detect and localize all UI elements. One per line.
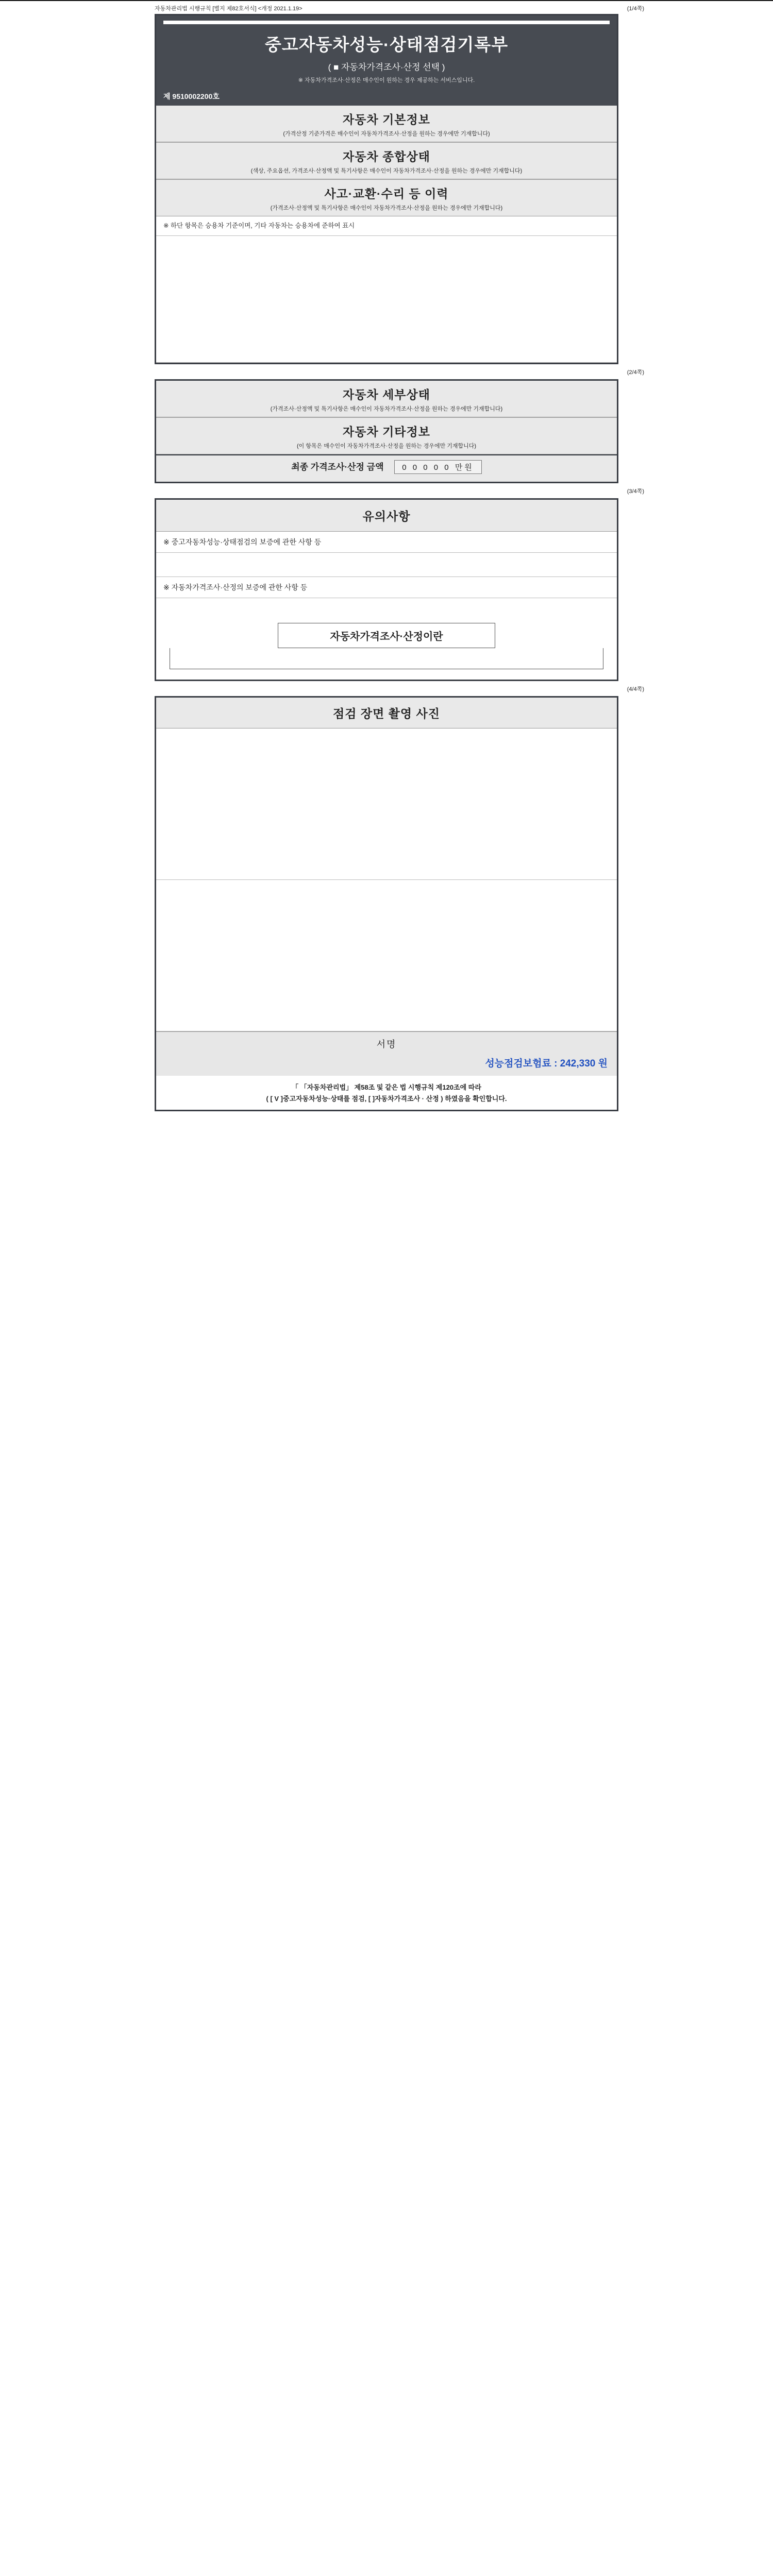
document-note: ※ 자동차가격조사·산정은 매수인이 원하는 경우 제공하는 서비스입니다. bbox=[298, 77, 475, 83]
inspection-photo-front bbox=[293, 733, 480, 873]
notes-banner-valuation: ※ 자동차가격조사·산정의 보증에 관한 사항 등 bbox=[156, 577, 617, 598]
page-marker-1: (1/4쪽) bbox=[627, 6, 644, 12]
page-marker-4: (4/4쪽) bbox=[627, 686, 644, 693]
section-title: 자동차 종합상태 bbox=[343, 150, 430, 163]
section-basic-info bbox=[156, 106, 617, 142]
section-detail-state bbox=[156, 381, 617, 417]
notes-list-b bbox=[156, 568, 617, 577]
notes-banner-inspection: ※ 중고자동차성능·상태점검의 보증에 관한 사항 등 bbox=[156, 532, 617, 553]
section-overall-state bbox=[156, 142, 617, 179]
section-other-info bbox=[156, 417, 617, 454]
car-diagram-underbody bbox=[402, 245, 480, 353]
confirmation-line-2: ( [ V ]중고자동차성능·상태를 점검, [ ]자동차가격조사 · 산정 ) 하였음을 확인합니다. bbox=[266, 1095, 507, 1103]
valuation-box bbox=[170, 648, 603, 669]
block-page2 bbox=[155, 379, 618, 483]
signature-band bbox=[156, 1031, 617, 1076]
section-subtitle: (이 항목은 매수인이 자동차가격조사·산정을 원하는 경우에만 기재합니다) bbox=[296, 443, 477, 450]
section-subtitle: (색상, 주요옵션, 가격조사·산정액 및 특기사항은 매수인이 자동차가격조사·산정을 원하는 경우에만 기재합니다) bbox=[250, 168, 523, 174]
section-title: 사고·교환·수리 등 이력 bbox=[324, 187, 449, 200]
document-root bbox=[0, 0, 773, 1111]
block-page1 bbox=[155, 14, 618, 364]
car-damage-diagrams bbox=[156, 236, 617, 363]
status-symbol-legend bbox=[156, 216, 617, 236]
block-photos bbox=[155, 696, 618, 1111]
page-meta bbox=[155, 3, 644, 14]
page-marker-3: (3/4쪽) bbox=[627, 488, 644, 495]
document-subtitle: ( ■ 자동차가격조사·산정 선택 ) bbox=[328, 62, 445, 72]
section-photos bbox=[156, 698, 617, 728]
notes-list-a bbox=[156, 553, 617, 568]
final-price-band bbox=[156, 454, 617, 482]
section-title: 유의사항 bbox=[362, 510, 411, 523]
photo-row-rear bbox=[156, 880, 617, 1031]
section-title: 자동차 기본정보 bbox=[343, 113, 430, 126]
notes-list-c bbox=[156, 598, 617, 614]
section-title: 점검 장면 촬영 사진 bbox=[333, 707, 440, 721]
signature-label: 서명 bbox=[376, 1039, 397, 1050]
insurance-premium: 성능점검보험료 : 242,330 원 bbox=[485, 1058, 608, 1070]
section-title: 자동차 세부상태 bbox=[343, 388, 430, 402]
document-title: 중고자동차성능·상태점검기록부 bbox=[264, 35, 509, 54]
section-accident-history bbox=[156, 179, 617, 216]
photo-row-front bbox=[156, 728, 617, 880]
section-subtitle: (가격조사·산정액 및 특기사항은 매수인이 자동차가격조사·산정을 원하는 경우에만 기재합니다) bbox=[270, 406, 503, 413]
block-page3 bbox=[155, 498, 618, 681]
document-header bbox=[156, 15, 617, 106]
final-price-amount: 0 0 0 0 0 만원 bbox=[394, 460, 482, 474]
section-subtitle: (가격산정 기준가격은 매수인이 자동차가격조사·산정을 원하는 경우에만 기재합니다) bbox=[283, 131, 490, 137]
final-price-label: 최종 가격조사·산정 금액 bbox=[291, 462, 384, 472]
rule-reference: 자동차관리법 시행규칙 [별지 제82호서식] <개정 2021.1.19> bbox=[155, 6, 303, 12]
document-number: 제 9510002200호 bbox=[163, 92, 220, 100]
section-notes bbox=[156, 500, 617, 532]
car-diagram-left-side bbox=[170, 248, 271, 351]
page-marker-2: (2/4쪽) bbox=[627, 369, 644, 376]
car-diagram-right-side bbox=[502, 248, 603, 351]
valuation-box-title: 자동차가격조사·산정이란 bbox=[278, 623, 495, 648]
header-divider bbox=[163, 21, 610, 24]
final-price-row bbox=[161, 460, 612, 474]
page bbox=[155, 1, 644, 1111]
car-diagram-front bbox=[293, 248, 381, 351]
confirmation-line-1: 「 「자동차관리법」 제58조 및 같은 법 시행규칙 제120조에 따라 bbox=[292, 1083, 481, 1092]
section-subtitle: (가격조사·산정액 및 특기사항은 매수인이 자동차가격조사·산정을 원하는 경우에만 기재합니다) bbox=[270, 205, 503, 211]
legend-note: ※ 하단 항목은 승용차 기준이며, 기타 자동차는 승용차에 준하여 표시 bbox=[163, 222, 355, 229]
confirmation-statement bbox=[156, 1076, 617, 1110]
inspection-photo-rear bbox=[293, 884, 480, 1024]
section-title: 자동차 기타정보 bbox=[343, 425, 430, 439]
